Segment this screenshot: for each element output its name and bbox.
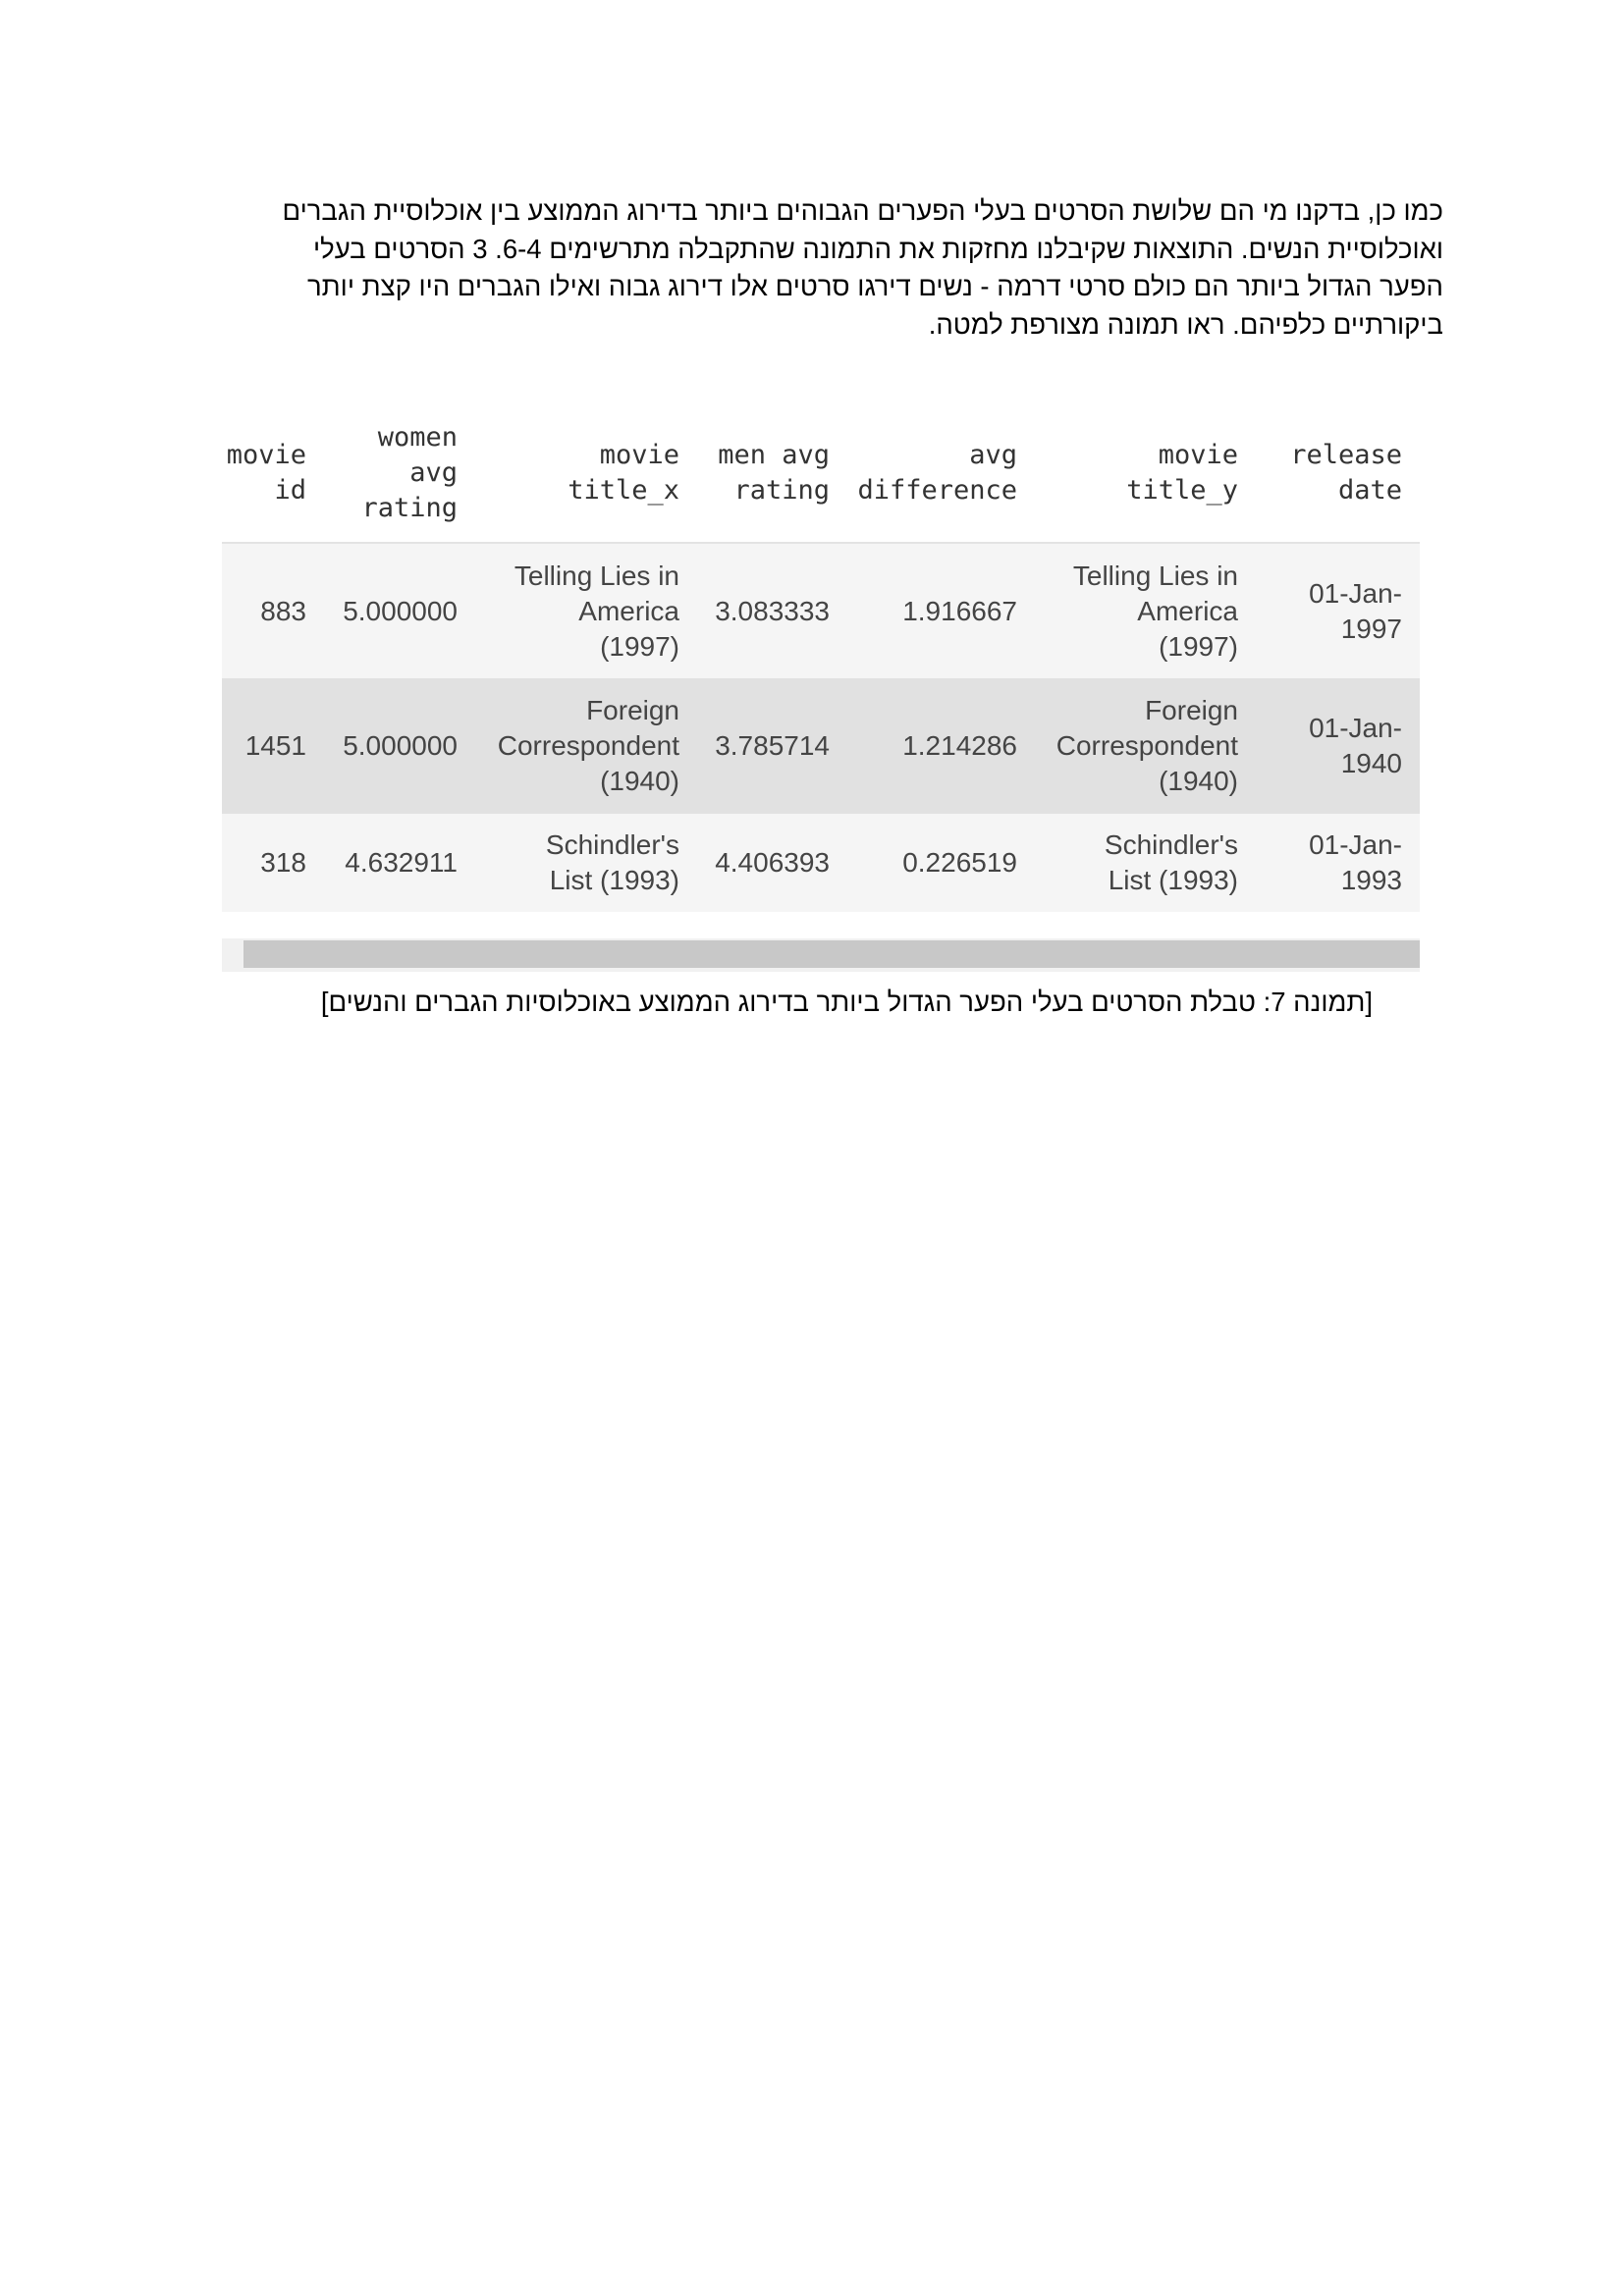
cell-release-date: 01-Jan- 1993: [1309, 829, 1402, 895]
cell-avg-difference: 0.226519: [902, 847, 1017, 878]
cell-release-date: 01-Jan- 1997: [1309, 577, 1402, 644]
table-row: [222, 543, 1420, 678]
cell-avg-difference: 1.214286: [902, 730, 1017, 761]
cell-avg-difference: 1.916667: [902, 595, 1017, 626]
paragraph-line: כמו כן, בדקנו מי הם שלושת הסרטים בעלי הפערים הגבוהים ביותר בדירוג הממוצע בין אוכלוסיית הגברים: [282, 195, 1443, 226]
column-header-movie-title-y: movie title_y: [1126, 440, 1238, 506]
cell-release-date: 01-Jan- 1940: [1309, 713, 1402, 778]
table-header-row: [222, 412, 1420, 543]
cell-men-avg-rating: 4.406393: [715, 847, 830, 878]
cell-movie-id: 883: [260, 595, 306, 626]
cell-movie-id: 1451: [244, 730, 306, 761]
dataframe-table: [222, 412, 1420, 912]
paragraph-line: ואוכלוסיית הנשים. התוצאות שקיבלנו מחזקות את התמונה שהתקבלה מתרשימים 6-4. 3 הסרטים בעלי: [313, 233, 1443, 264]
cell-movie-title-x: Telling Lies in America (1997): [514, 560, 679, 662]
cell-men-avg-rating: 3.083333: [715, 595, 830, 626]
cell-movie-title-x: Foreign Correspondent (1940): [497, 695, 679, 796]
column-header-avg-difference: avg difference: [857, 440, 1017, 506]
cell-movie-title-y: Foreign Correspondent (1940): [1055, 695, 1238, 796]
paragraph-line: ביקורתיים כלפיהם. ראו תמונה מצורפת למטה.: [928, 308, 1443, 340]
dataframe-figure: [222, 412, 1420, 912]
cell-movie-title-x: Schindler's List (1993): [545, 829, 679, 895]
cell-women-avg-rating: 5.000000: [343, 595, 458, 626]
cell-women-avg-rating: 4.632911: [345, 847, 458, 878]
column-header-movie-id: movie id: [226, 440, 306, 506]
horizontal-scrollbar[interactable]: [222, 938, 1420, 972]
table-row: [222, 814, 1420, 912]
column-header-movie-title-x: movie title_x: [568, 440, 679, 506]
cell-movie-title-y: Telling Lies in America (1997): [1072, 560, 1238, 662]
column-header-men-avg-rating: men avg rating: [718, 440, 830, 506]
figure-caption: [תמונה 7: טבלת הסרטים בעלי הפער הגדול ביותר בדירוג הממוצע באוכלוסיות הגברים והנשים]: [320, 987, 1373, 1017]
column-header-release-date: release date: [1290, 440, 1402, 506]
body-paragraph: [226, 192, 1443, 344]
scrollbar-thumb[interactable]: [243, 940, 1420, 968]
cell-women-avg-rating: 5.000000: [343, 730, 458, 761]
cell-men-avg-rating: 3.785714: [715, 730, 830, 761]
table-row: [222, 678, 1420, 814]
cell-movie-title-y: Schindler's List (1993): [1104, 829, 1238, 895]
cell-movie-id: 318: [260, 847, 306, 878]
column-header-women-avg-rating: women avg rating: [361, 422, 458, 523]
paragraph-line: הפער הגדול ביותר הם כולם סרטי דרמה - נשים דירגו סרטים אלו דירוג גבוה ואילו הגברים היו קצת יותר: [306, 271, 1443, 301]
